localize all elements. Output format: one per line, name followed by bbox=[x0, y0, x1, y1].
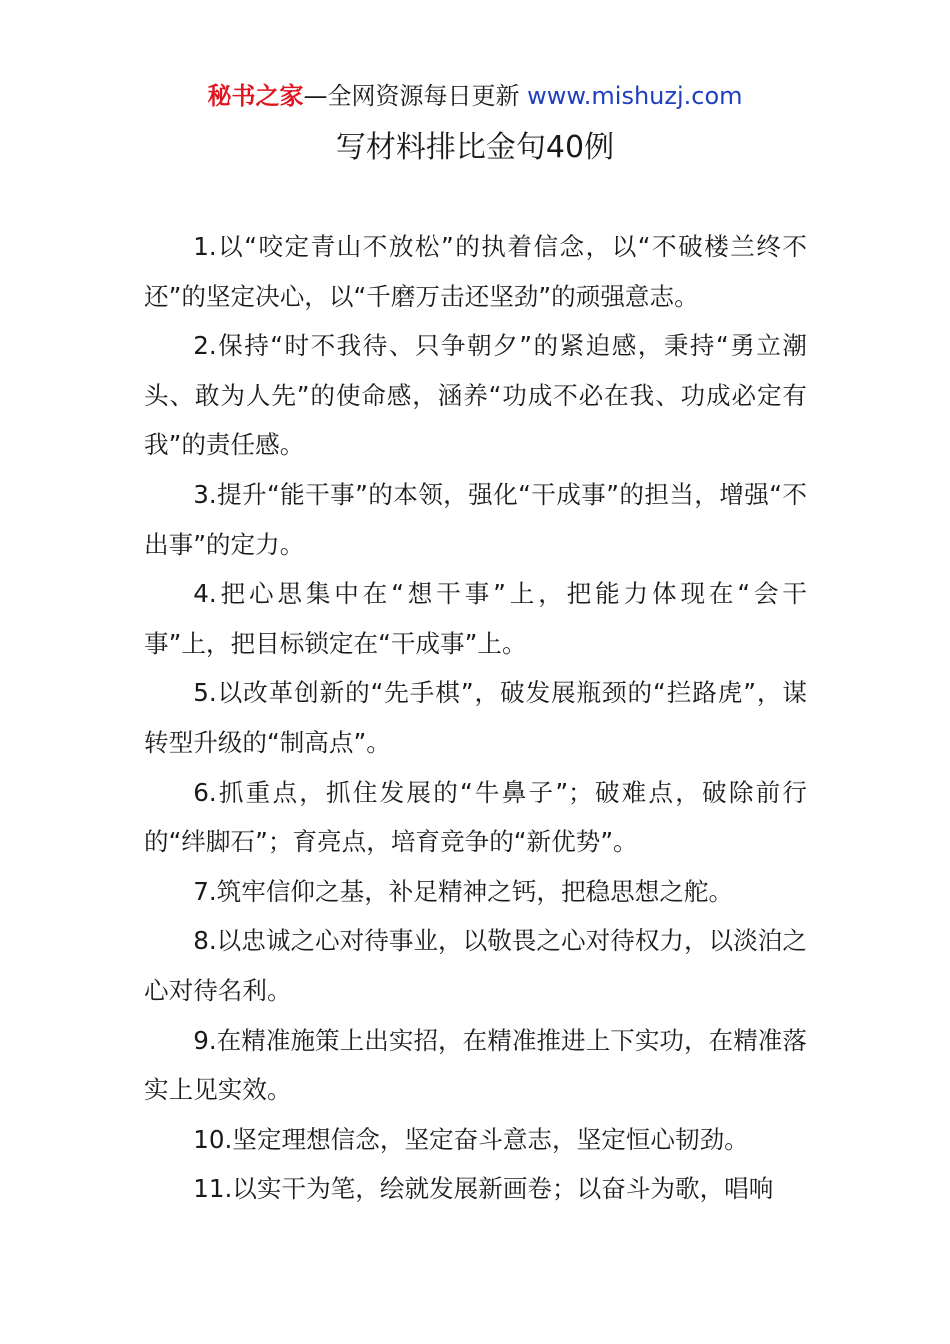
paragraph-1: 1.以“咬定青山不放松”的执着信念，以“不破楼兰终不还”的坚定决心，以“千磨万击还坚劲”的顽强意志。 bbox=[144, 232, 807, 311]
paragraph-3: 3.提升“能干事”的本领，强化“干成事”的担当，增强“不出事”的定力。 bbox=[144, 479, 807, 559]
site-tagline: —全网资源每日更新 bbox=[303, 82, 520, 110]
paragraph-2: 2.保持“时不我待、只争朝夕”的紧迫感，秉持“勇立潮头、敢为人先”的使命感，涵养“功成不必在我、功成必定有我”的责任感。 bbox=[144, 331, 807, 460]
document-body bbox=[144, 222, 807, 1214]
paragraph-10: 10.坚定理想信念，坚定奋斗意志，坚定恒心韧劲。 bbox=[193, 1124, 749, 1154]
paragraph-8: 8.以忠诚之心对待事业，以敬畏之心对待权力，以淡泊之心对待名利。 bbox=[144, 926, 807, 1005]
paragraph-5: 5.以改革创新的“先手棋”，破发展瓶颈的“拦路虎”，谋转型升级的“制高点”。 bbox=[144, 678, 807, 757]
site-name: 秘书之家 bbox=[207, 82, 304, 110]
document-title: 写材料排比金句40例 bbox=[335, 130, 615, 165]
paragraph-11: 11.以实干为笔，绘就发展新画卷；以奋斗为歌，唱响 bbox=[193, 1174, 774, 1204]
paragraph-7: 7.筑牢信仰之基，补足精神之钙，把稳思想之舵。 bbox=[193, 876, 734, 906]
paragraph-6: 6.抓重点，抓住发展的“牛鼻子”；破难点，破除前行的“绊脚石”；育亮点，培育竞争的“新优势”。 bbox=[144, 777, 807, 857]
site-url-link[interactable]: www.mishuzj.com bbox=[527, 82, 743, 110]
paragraph-9: 9.在精准施策上出实招，在精准推进上下实功，在精准落实上见实效。 bbox=[144, 1025, 807, 1105]
paragraph-4: 4.把心思集中在“想干事”上，把能力体现在“会干事”上，把目标锁定在“干成事”上。 bbox=[144, 579, 807, 658]
site-header bbox=[0, 80, 950, 112]
